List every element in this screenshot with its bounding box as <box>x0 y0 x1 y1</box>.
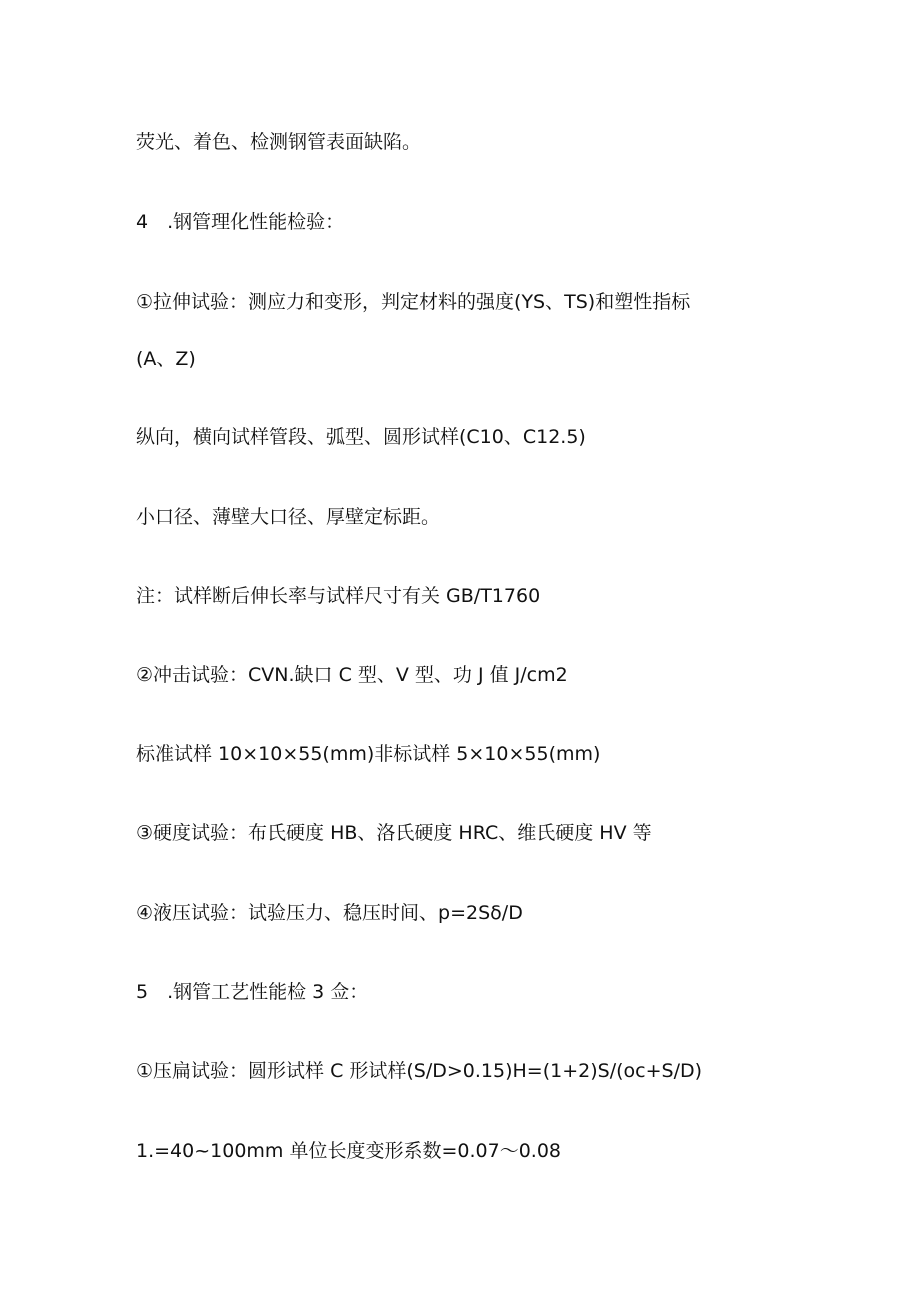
text-line-impact-specimen-size: 标准试样 10×10×55(mm)非标试样 5×10×55(mm) <box>136 743 601 765</box>
text-line-elongation-note: 注：试样断后伸长率与试样尺寸有关 GB/T1760 <box>136 585 541 607</box>
text-line-gauge-length: 小口径、薄壁大口径、厚壁定标距。 <box>136 506 441 528</box>
heading-process-performance-tests: 5 .钢管工艺性能检 3 佥： <box>136 981 369 1003</box>
text-line-tensile-test: ①拉伸试验：测应力和变形，判定材料的强度(YS、TS)和塑性指标 <box>136 291 691 313</box>
text-line-tensile-test-continued: (A、Z) <box>136 348 196 370</box>
text-line-hardness-test: ③硬度试验：布氏硬度 HB、洛氏硬度 HRC、维氏硬度 HV 等 <box>136 822 652 844</box>
text-line-hydraulic-test: ④液压试验：试验压力、稳压时间、p=2Sδ∕D <box>136 902 523 924</box>
text-line-specimen-types: 纵向，横向试样管段、弧型、圆形试样(C10、C12.5) <box>136 426 586 448</box>
text-line-impact-test: ②冲击试验：CVN.缺口 C 型、V 型、功 J 值 J∕cm2 <box>136 664 568 686</box>
text-line-deformation-coefficient: 1.=40~100mm 单位长度变形系数=0.07～0.08 <box>136 1140 561 1162</box>
heading-physical-chemical-tests: 4 .钢管理化性能检验： <box>136 211 345 233</box>
text-line-fluorescent-inspection: 荧光、着色、检测钢管表面缺陷。 <box>136 131 422 153</box>
text-line-flattening-test: ①压扁试验：圆形试样 C 形试样(S∕D>0.15)H=(1+2)S∕(oc+S/D) <box>136 1060 703 1082</box>
